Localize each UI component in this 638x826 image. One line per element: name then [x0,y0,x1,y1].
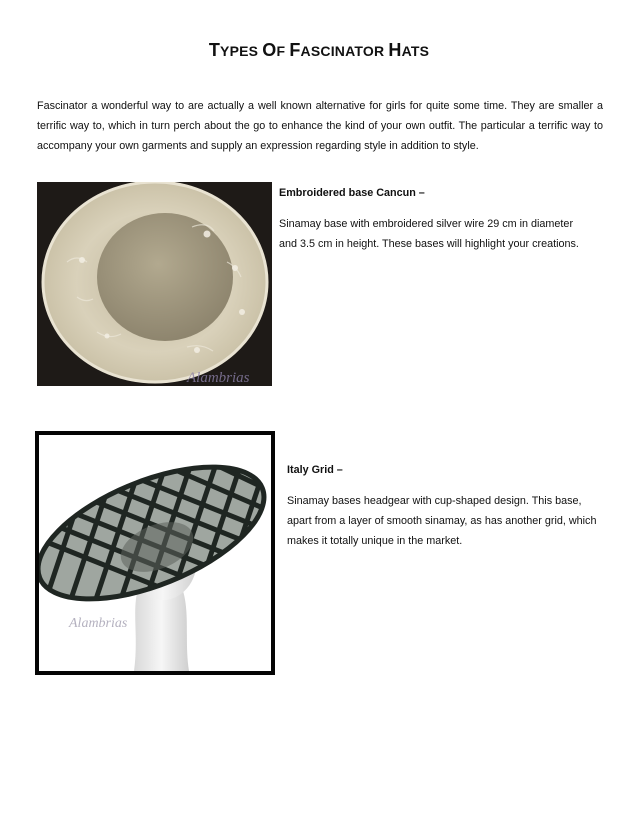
intro-paragraph: Fascinator a wonderful way to are actually a well known alternative for girls for quite some time. They are smaller a terrific way to, which in turn perch about the go to enhance the kind of your own outfit. The particular a terrific way to accompany your own garments and supply an expression regarding style in addition to style. [37,100,603,152]
title-letter-h: H [388,40,402,60]
title-letter-t: T [208,40,221,60]
italy-grid-caption [287,460,602,551]
title-word-fascinator: ASCINATOR [300,43,389,59]
italy-grid-photo [35,431,275,675]
cancun-base-photo [37,182,272,386]
title-letter-o: O [262,40,277,60]
page-title [0,40,638,61]
cancun-description: Sinamay base with embroidered silver wire 29 cm in diameter and 3.5 cm in height. These bases will highlight your creations. [279,218,579,250]
cancun-heading: Embroidered base Cancun – [279,187,425,199]
title-letter-f: F [289,40,301,60]
cancun-caption [279,183,579,254]
title-word-hats: ATS [401,43,430,59]
italy-grid-heading: Italy Grid – [287,464,343,476]
title-word-of: F [276,43,290,59]
cancun-watermark: Alambrias [187,370,250,386]
italy-grid-watermark: Alambrias [69,616,128,631]
title-word-types: YPES [220,43,263,59]
italy-grid-description: Sinamay bases headgear with cup-shaped design. This base, apart from a layer of smooth sinamay, as has another grid, which makes it totally unique in the market. [287,495,597,547]
